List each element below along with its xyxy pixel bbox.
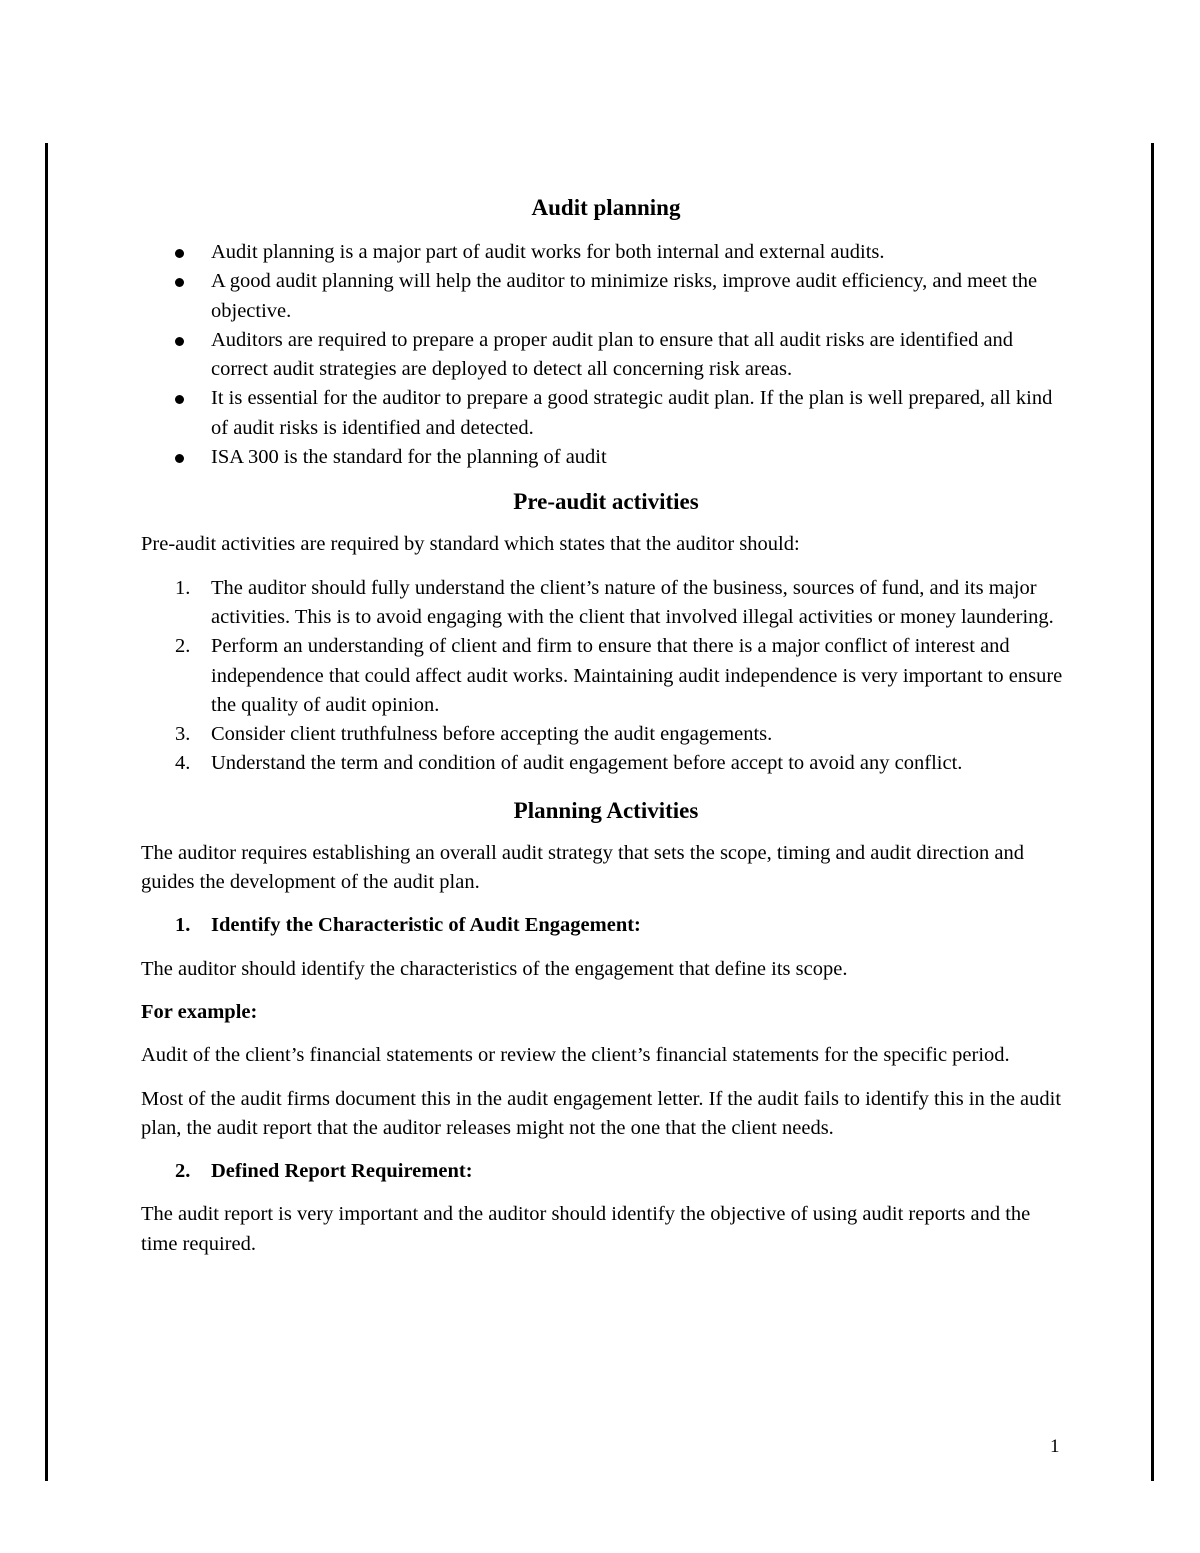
list-item: It is essential for the auditor to prepare a good strategic audit plan. If the plan is well prepared, all kind of audit risks is identified and detected. (141, 384, 1071, 443)
list-item: ISA 300 is the standard for the planning of audit (141, 443, 1071, 472)
report-requirement-text: The audit report is very important and the auditor should identify the objective of using audit reports and the time required. (141, 1203, 1031, 1255)
bullet-icon (175, 395, 184, 404)
list-item: 3. Consider client truthfulness before accepting the audit engagements. (175, 723, 773, 746)
pre-audit-numbered-list (141, 574, 1071, 779)
page-number: 1 (1050, 1436, 1060, 1457)
bullet-icon (175, 454, 184, 463)
heading-audit-planning: Audit planning (531, 195, 681, 220)
pre-audit-intro: Pre-audit activities are required by standard which states that the auditor should: (141, 533, 800, 556)
left-margin-line (45, 143, 48, 1481)
engagement-letter-note: Most of the audit firms document this in the audit engagement letter. If the audit fails to identify this in the audit plan, the audit report that the auditor releases might not the one that the client needs. (141, 1087, 1062, 1139)
bullet-icon (175, 249, 184, 258)
right-margin-line (1151, 143, 1154, 1481)
example-label: For example: (141, 1000, 258, 1023)
subheading-report-requirement: 2. Defined Report Requirement: (175, 1160, 473, 1183)
heading-planning-activities: Planning Activities (513, 797, 699, 823)
heading-pre-audit-activities: Pre-audit activities (513, 489, 699, 515)
list-item: 4. Understand the term and condition of audit engagement before accept to avoid any conflict. (175, 752, 963, 775)
example-text: Audit of the client’s financial statements or review the client’s financial statements for the specific period. (141, 1044, 1010, 1067)
list-item: 1. The auditor should fully understand the client’s nature of the business, sources of fund, and its major activities. This is to avoid engaging with the client that involved illegal activities or money laundering. (175, 576, 1054, 628)
bullet-icon (175, 278, 184, 287)
list-item: Audit planning is a major part of audit works for both internal and external audits. (141, 238, 1071, 267)
list-item: Auditors are required to prepare a proper audit plan to ensure that all audit risks are identified and correct audit strategies are deployed to detect all concerning risk areas. (141, 326, 1071, 385)
list-item: A good audit planning will help the auditor to minimize risks, improve audit efficiency, and meet the objective. (141, 267, 1071, 326)
audit-planning-bullet-list (141, 238, 1071, 472)
subheading-identify-characteristic: 1. Identify the Characteristic of Audit Engagement: (175, 914, 641, 937)
characteristic-text: The auditor should identify the characteristics of the engagement that define its scope. (141, 957, 848, 980)
planning-intro: The auditor requires establishing an overall audit strategy that sets the scope, timing and audit direction and guides the development of the audit plan. (141, 841, 1024, 894)
document-body (141, 192, 1071, 1273)
bullet-icon (175, 337, 184, 346)
list-item: 2. Perform an understanding of client and firm to ensure that there is a major conflict of interest and independence that could affect audit works. Maintaining audit independence is very important to ensure the quality of audit opinion. (175, 635, 1063, 716)
